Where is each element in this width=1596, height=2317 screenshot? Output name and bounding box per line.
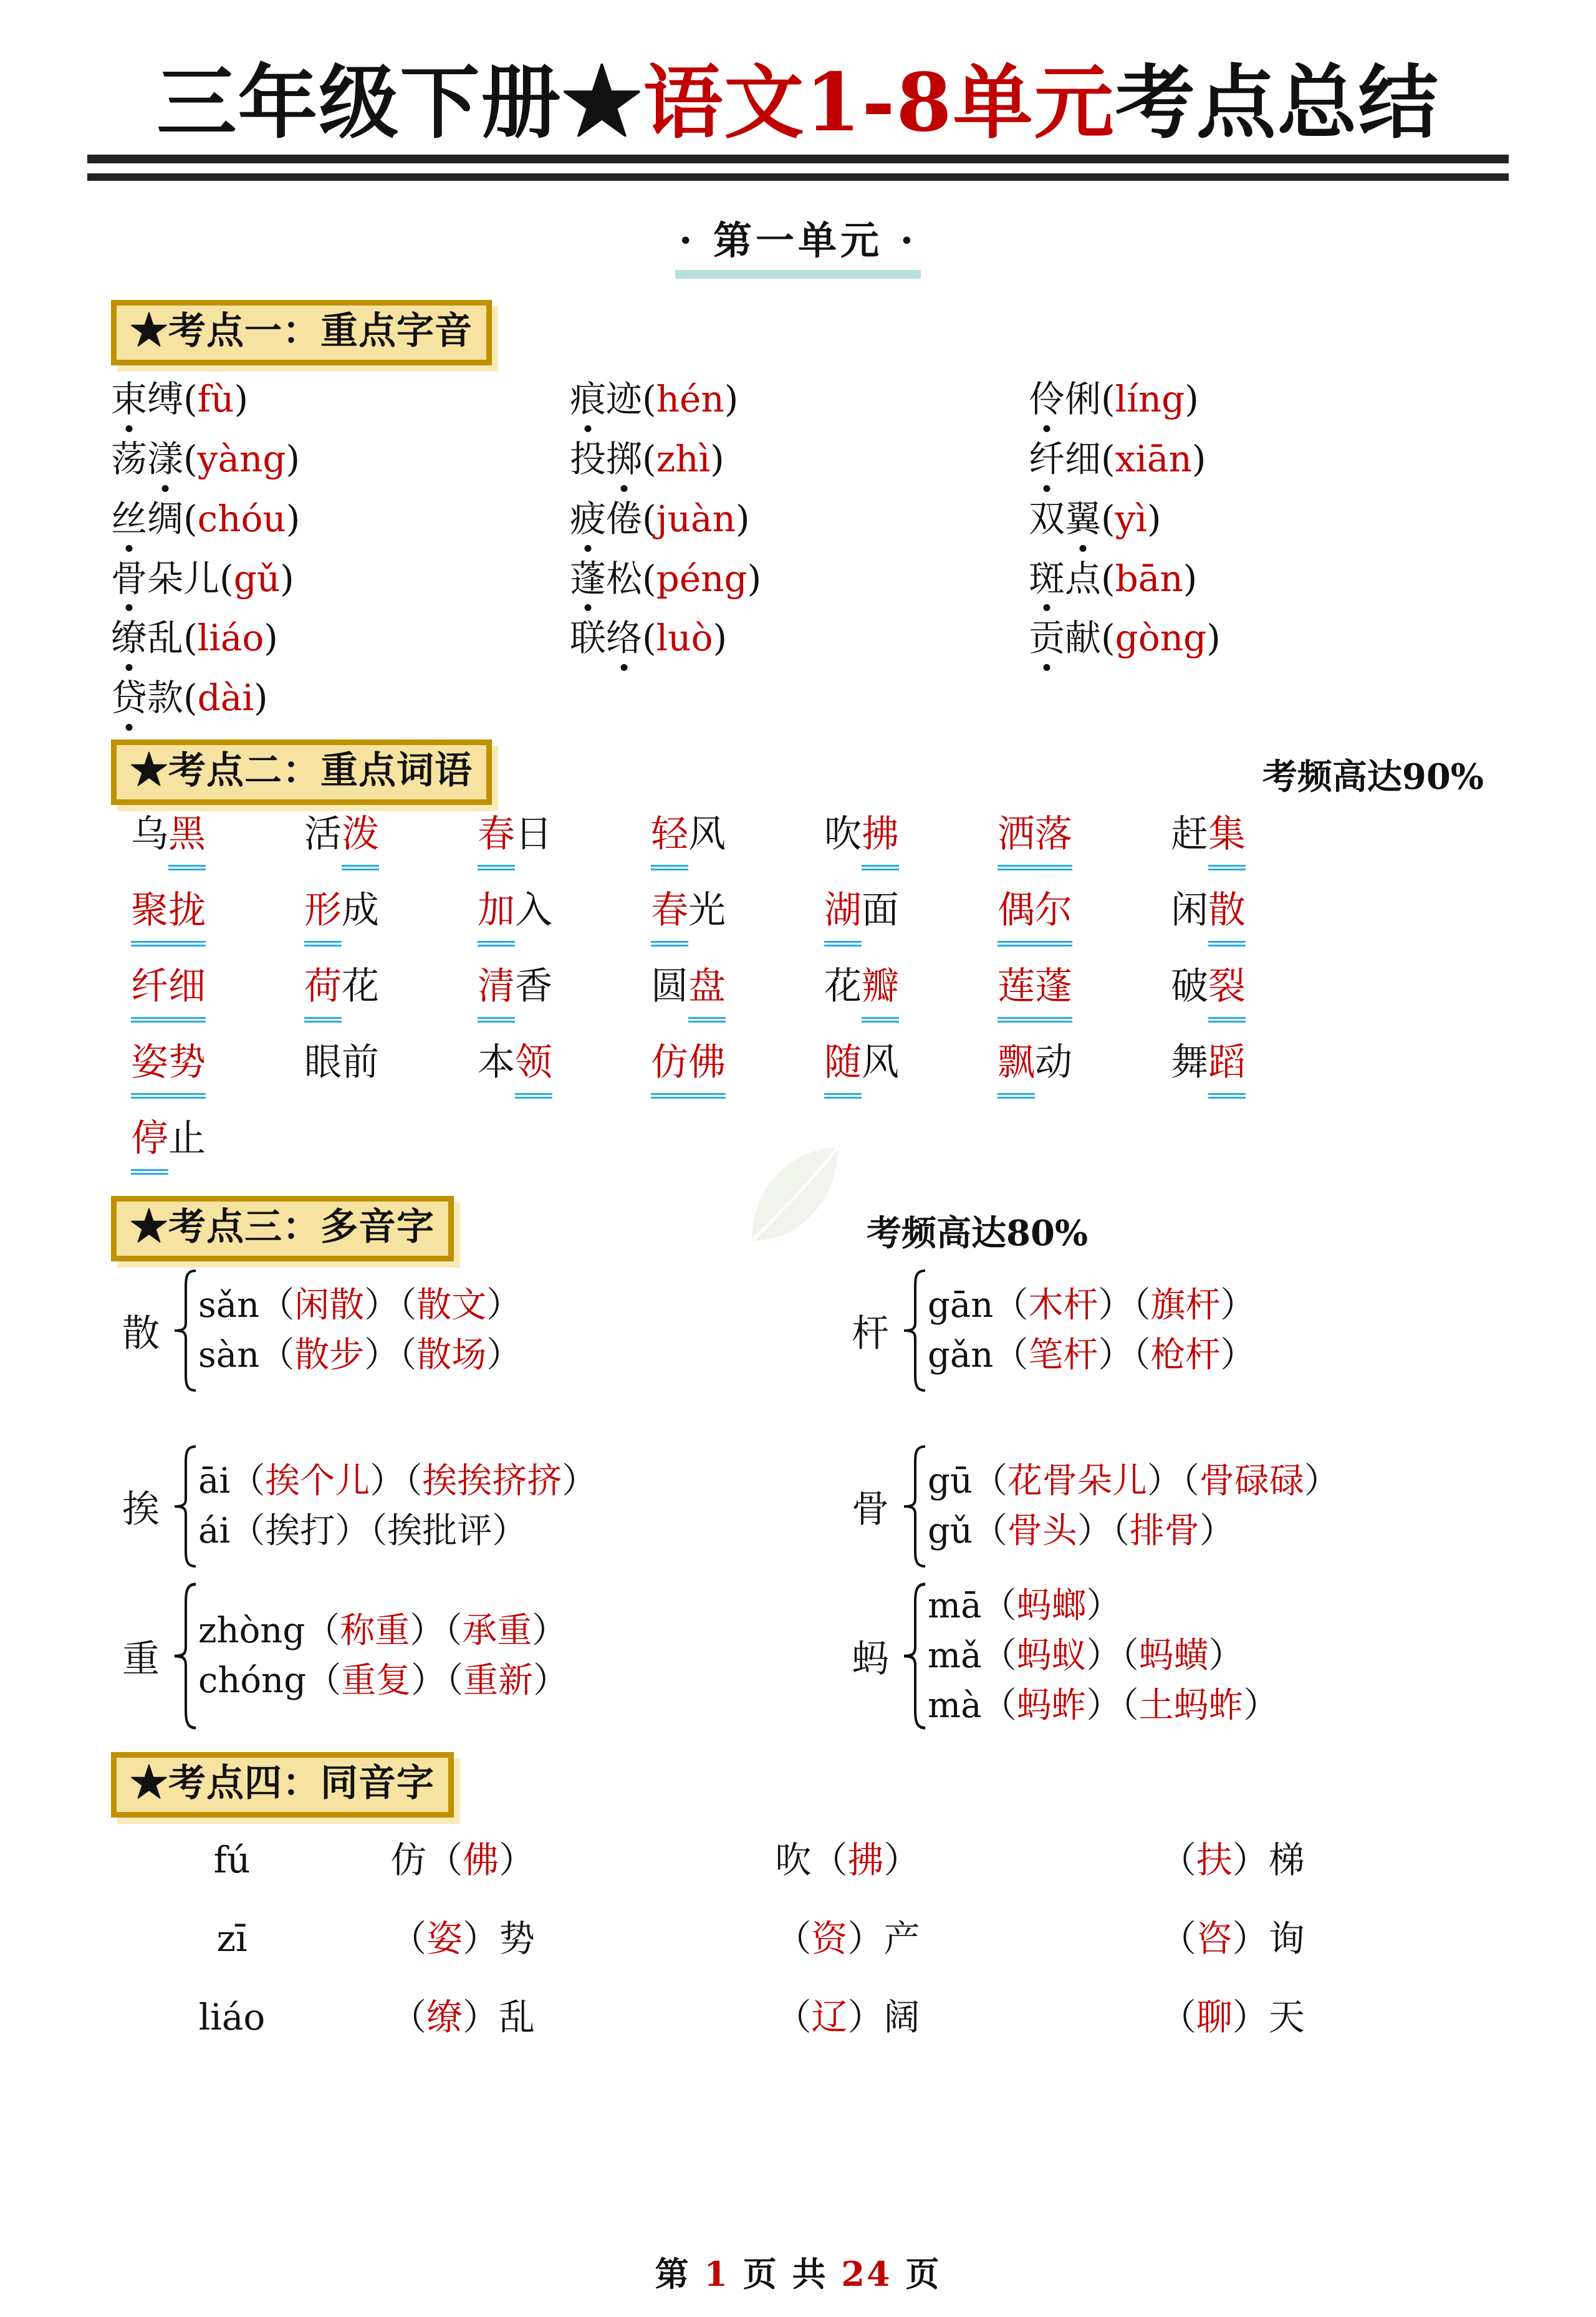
brace-icon: [171, 1581, 198, 1731]
polyphonic-reading-line: āi（挨个儿）（挨挨挤挤）: [198, 1461, 597, 1502]
polyphonic-reading-line: ái（挨打）（挨批评）: [198, 1511, 527, 1552]
polyphonic-reading-line: gǔ（骨头）（排骨）: [928, 1511, 1234, 1552]
vocabulary-word: 纤细: [131, 965, 304, 1023]
polyphonic-readings: [928, 1457, 1507, 1556]
section-3-frequency-note: 考频高达80%: [867, 1213, 1089, 1255]
page-footer: [0, 2248, 1596, 2296]
polyphonic-head-character: 散: [122, 1312, 160, 1356]
vocabulary-word: 吹拂: [824, 813, 998, 870]
pinyin-word-cell: 伶俐(líng): [1029, 378, 1199, 421]
section-4-header: [0, 1752, 1596, 1816]
polyphonic-row: [111, 1268, 1507, 1393]
vocabulary-word: 随风: [824, 1041, 998, 1099]
homophone-item: （资）产: [775, 1917, 920, 1960]
pinyin-word-cell: 贡献(gòng): [1029, 617, 1221, 660]
page-title: [0, 56, 1596, 150]
homophone-item: （聊）天: [1160, 1996, 1305, 2039]
polyphonic-reading-line: gān（木杆）（旗杆）: [928, 1285, 1256, 1326]
vocabulary-word: 花瓣: [824, 965, 998, 1023]
vocabulary-word: 洒落: [998, 813, 1171, 870]
polyphonic-readings: [198, 1457, 840, 1556]
pinyin-word-cell: 束缚(fù): [111, 378, 249, 421]
section-1-header: [0, 300, 1596, 364]
vocabulary-word: 活泼: [304, 813, 478, 870]
footer-total-pages: 24: [841, 2254, 892, 2294]
polyphonic-reading-line: sǎn（闲散）（散文）: [198, 1285, 522, 1326]
pinyin-row: [111, 440, 1489, 479]
vocabulary-word: 形成: [304, 889, 478, 947]
polyphonic-head-character: 挨: [122, 1488, 160, 1532]
unit-subtitle: [0, 210, 1596, 279]
polyphonic-row: [111, 1444, 1507, 1569]
vocabulary-word: 荷花: [304, 965, 478, 1023]
vocabulary-word: 飘动: [998, 1041, 1171, 1099]
polyphonic-reading-line: gū（花骨朵儿）（骨碌碌）: [928, 1461, 1339, 1502]
vocabulary-word: 停止: [131, 1117, 304, 1175]
vocabulary-word: 莲蓬: [998, 965, 1171, 1023]
title-part-1: 三年级下册★: [156, 56, 643, 150]
brace-icon: [171, 1444, 198, 1569]
pinyin-row: [111, 380, 1489, 420]
vocabulary-grid: [131, 813, 1502, 1175]
polyphonic-reading-line: mǎ（蚂蚁）（蚂蟥）: [928, 1635, 1244, 1677]
pinyin-word-cell: 双翼(yì): [1029, 497, 1161, 540]
homophone-row: [111, 1831, 1507, 1883]
polyphonic-readings: [928, 1581, 1507, 1731]
polyphonic-head-character: 重: [122, 1637, 160, 1682]
section-4-badge: ★考点四：同音字: [111, 1752, 454, 1818]
polyphonic-head-character: 杆: [852, 1312, 889, 1356]
vocabulary-row: [131, 889, 1502, 947]
homophone-item: （辽）阔: [775, 1996, 920, 2039]
homophone-item: 仿（佛）: [390, 1839, 536, 1882]
title-part-3: 考点总结: [1115, 56, 1440, 150]
brace-icon: [900, 1268, 928, 1393]
polyphonic-reading-line: mā（蚂螂）: [928, 1586, 1122, 1627]
homophone-pinyin-key: zī: [216, 1917, 248, 1960]
section-2-badge: ★考点二：重点词语: [111, 739, 492, 805]
title-part-2: 语文1-8单元: [643, 56, 1115, 150]
polyphonic-group: [111, 1268, 840, 1393]
section-2-frequency-note: 考频高达90%: [1262, 756, 1484, 798]
vocabulary-word: 加入: [478, 889, 651, 947]
footer-page-number: 1: [704, 2254, 729, 2294]
polyphonic-reading-line: mà（蚂蚱）（土蚂蚱）: [928, 1685, 1279, 1727]
section-3-badge: ★考点三：多音字: [111, 1196, 454, 1261]
polyphonic-reading-line: gǎn（笔杆）（枪杆）: [928, 1335, 1256, 1376]
homophone-pinyin-key: fú: [213, 1839, 251, 1882]
polyphonic-row: [111, 1581, 1507, 1731]
vocabulary-word: 春光: [651, 889, 824, 947]
pinyin-word-cell: 骨朵儿(gǔ): [111, 557, 294, 600]
vocabulary-word: 姿势: [131, 1041, 304, 1099]
vocabulary-word: 轻风: [651, 813, 824, 870]
polyphonic-readings: [928, 1281, 1507, 1380]
section-1-badge: ★考点一：重点字音: [111, 300, 492, 365]
pinyin-word-cell: 荡漾(yàng): [111, 438, 300, 481]
polyphonic-character-grid: [111, 1268, 1507, 1731]
vocabulary-word: 眼前: [304, 1041, 379, 1085]
vocabulary-word: 仿佛: [651, 1041, 824, 1099]
vocabulary-row: [131, 1041, 1502, 1099]
section-3-header: [0, 1196, 1596, 1260]
polyphonic-reading-line: chóng（重复）（重新）: [198, 1660, 569, 1702]
pinyin-word-cell: 痕迹(hén): [570, 378, 739, 421]
vocabulary-word: 春日: [478, 813, 651, 870]
pinyin-row: [111, 499, 1489, 539]
homophone-pinyin-key: liáo: [198, 1996, 266, 2039]
vocabulary-word: 本领: [478, 1041, 651, 1099]
homophone-grid: [111, 1831, 1507, 2040]
polyphonic-head-character: 骨: [852, 1488, 889, 1532]
pinyin-word-cell: 疲倦(juàn): [570, 497, 750, 540]
homophone-item: （扶）梯: [1160, 1839, 1305, 1882]
homophone-item: （缭）乱: [390, 1996, 536, 2039]
pinyin-word-grid: [111, 380, 1489, 718]
homophone-item: （咨）询: [1160, 1917, 1305, 1960]
vocabulary-word: 偶尔: [998, 889, 1171, 947]
brace-icon: [171, 1268, 198, 1393]
polyphonic-readings: [198, 1281, 840, 1380]
footer-middle: 页 共: [743, 2254, 828, 2294]
pinyin-word-cell: 丝绸(chóu): [111, 497, 300, 540]
polyphonic-head-character: 蚂: [852, 1637, 889, 1682]
pinyin-word-cell: 缭乱(liáo): [111, 617, 278, 660]
polyphonic-group: [111, 1581, 840, 1731]
vocabulary-row: [131, 813, 1502, 870]
polyphonic-reading-line: sàn（散步）（散场）: [198, 1335, 522, 1376]
vocabulary-row: [131, 965, 1502, 1023]
polyphonic-row-spacer: [111, 1573, 1507, 1581]
section-2-header: [0, 739, 1596, 803]
pinyin-word-cell: 贷款(dài): [111, 677, 268, 720]
footer-suffix: 页: [905, 2254, 941, 2294]
homophone-item: （姿）势: [390, 1917, 536, 1960]
polyphonic-group: [111, 1444, 840, 1569]
vocabulary-row: [131, 1117, 1502, 1175]
polyphonic-readings: [198, 1606, 840, 1706]
unit-subtitle-text: · 第一单元 ·: [675, 210, 921, 279]
pinyin-row: [111, 619, 1489, 658]
homophone-row: [111, 1988, 1507, 2040]
title-block: [0, 56, 1596, 181]
vocabulary-word: 赶集: [1171, 813, 1344, 870]
title-divider-bottom: [87, 173, 1509, 181]
pinyin-word-cell: 蓬松(péng): [570, 557, 762, 600]
vocabulary-word: 破裂: [1171, 965, 1344, 1023]
vocabulary-word: 圆盘: [651, 965, 824, 1023]
brace-icon: [900, 1581, 928, 1731]
title-divider-top: [87, 155, 1509, 163]
vocabulary-word: 湖面: [824, 889, 998, 947]
pinyin-row: [111, 678, 1489, 718]
pinyin-word-cell: 投掷(zhì): [570, 438, 724, 481]
polyphonic-reading-line: zhòng（称重）（承重）: [198, 1611, 567, 1652]
polyphonic-group: [840, 1444, 1507, 1569]
pinyin-word-cell: 联络(luò): [570, 617, 728, 660]
worksheet-page: [0, 56, 1596, 2317]
brace-icon: [900, 1444, 928, 1569]
homophone-row: [111, 1909, 1507, 1962]
polyphonic-group: [840, 1268, 1507, 1393]
vocabulary-word: 乌黑: [131, 813, 304, 870]
vocabulary-word: 聚拢: [131, 889, 304, 947]
pinyin-word-cell: 纤细(xiān): [1029, 438, 1206, 481]
vocabulary-word: 舞蹈: [1171, 1041, 1344, 1099]
homophone-item: 吹（拂）: [775, 1839, 920, 1882]
polyphonic-group: [840, 1581, 1507, 1731]
pinyin-row: [111, 559, 1489, 599]
polyphonic-row-spacer: [111, 1397, 1507, 1444]
footer-prefix: 第: [655, 2254, 691, 2294]
vocabulary-word: 清香: [478, 965, 651, 1023]
vocabulary-word: 闲散: [1171, 889, 1344, 947]
pinyin-word-cell: 斑点(bān): [1029, 557, 1198, 600]
